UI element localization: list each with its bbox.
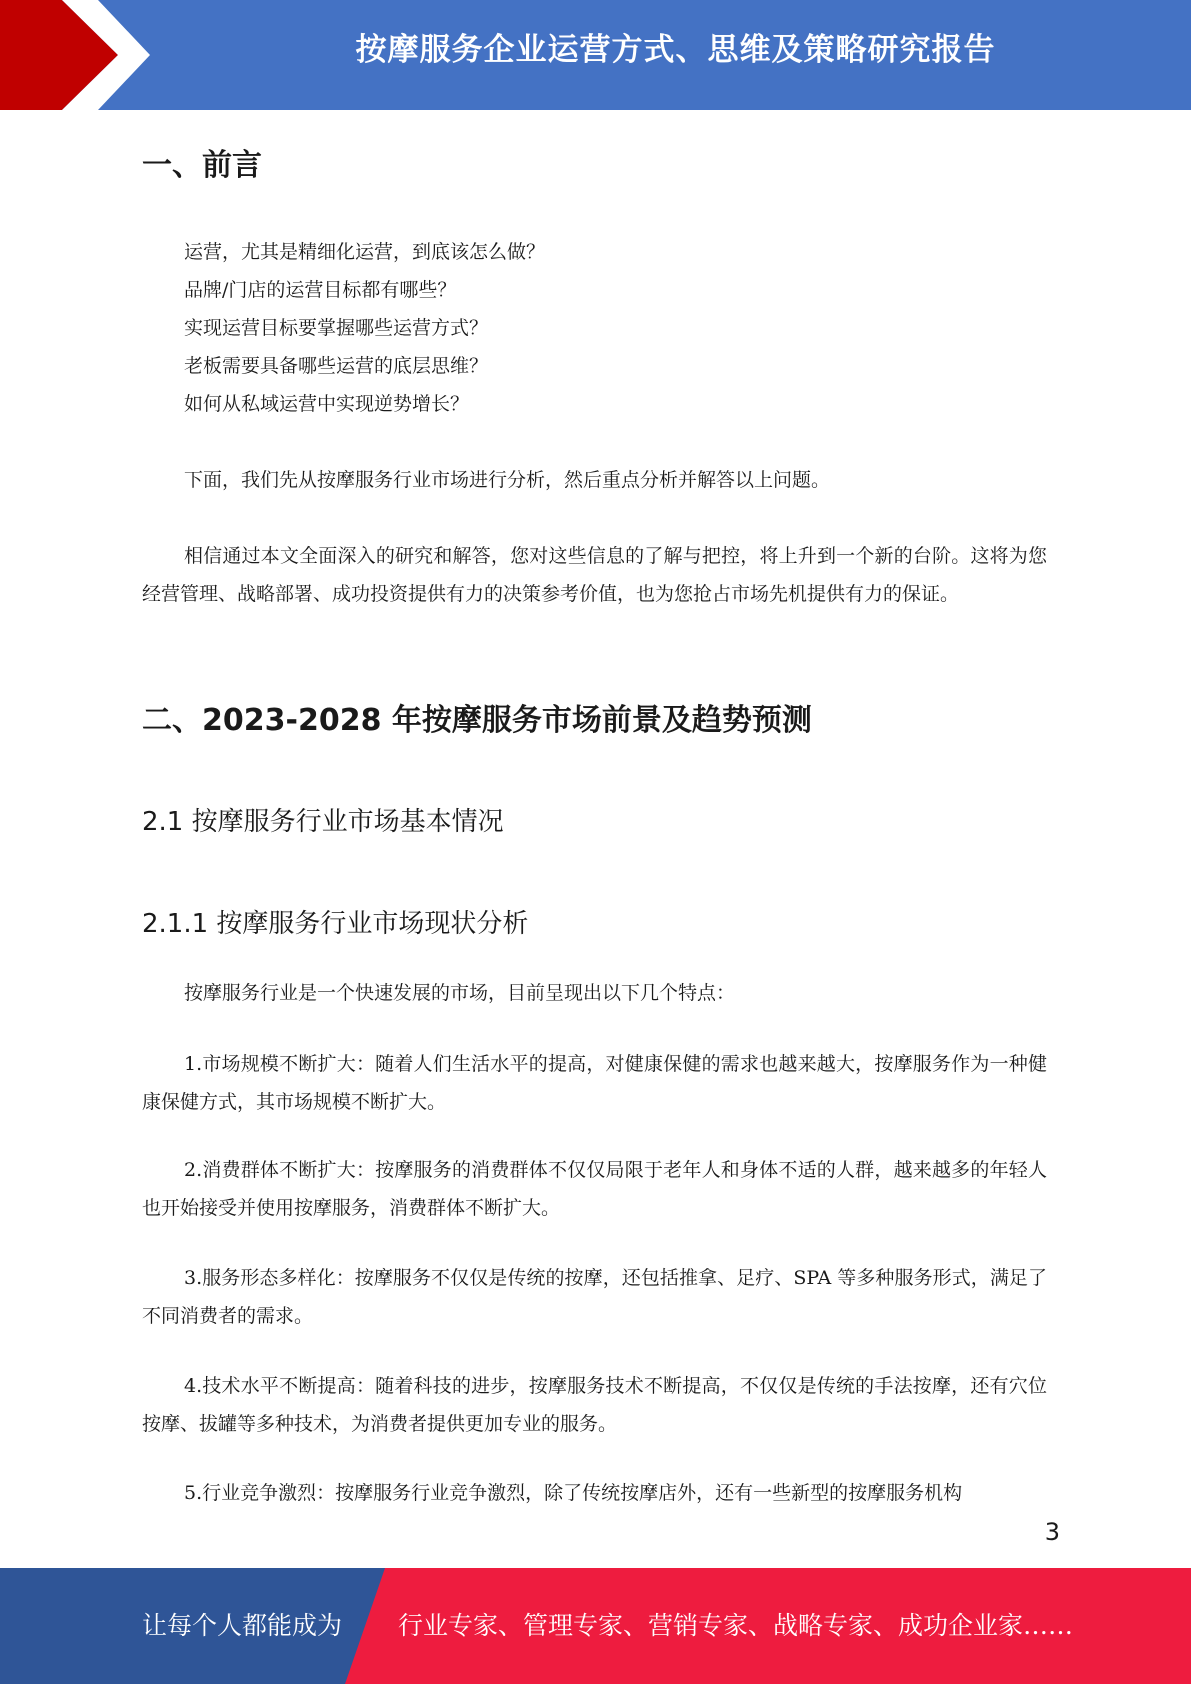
- intro-question: 运营，尤其是精细化运营，到底该怎么做？: [184, 241, 546, 263]
- header-title: 按摩服务企业运营方式、思维及策略研究报告: [355, 32, 996, 68]
- list-item: 1.市场规模不断扩大：随着人们生活水平的提高，对健康保健的需求也越来越大，按摩服务作为一种健康保健方式，其市场规模不断扩大。: [142, 1053, 1047, 1113]
- footer-slogan-right: 行业专家、管理专家、营销专家、战略专家、成功企业家……: [398, 1611, 1074, 1640]
- section-heading-market: 二、2023-2028 年按摩服务市场前景及趋势预测: [142, 703, 812, 738]
- intro-paragraph: 下面，我们先从按摩服务行业市场进行分析，然后重点分析并解答以上问题。: [184, 469, 831, 491]
- list-item: 2.消费群体不断扩大：按摩服务的消费群体不仅仅局限于老年人和身体不适的人群，越来越多的年轻人也开始接受并使用按摩服务，消费群体不断扩大。: [142, 1159, 1047, 1219]
- section-heading-intro: 一、前言: [142, 148, 262, 183]
- intro-question: 品牌/门店的运营目标都有哪些？: [184, 279, 457, 301]
- footer-slogan-left: 让每个人都能成为: [142, 1611, 343, 1640]
- list-item: 4.技术水平不断提高：随着科技的进步，按摩服务技术不断提高，不仅仅是传统的手法按摩，还有穴位按摩、拔罐等多种技术，为消费者提供更加专业的服务。: [142, 1375, 1047, 1435]
- page-header: [0, 0, 1191, 110]
- intro-question: 老板需要具备哪些运营的底层思维？: [184, 355, 489, 377]
- page-number: 3: [1044, 1518, 1060, 1546]
- subsection-heading: 2.1 按摩服务行业市场基本情况: [142, 807, 504, 837]
- page-footer: [0, 1568, 1191, 1684]
- list-item: 3.服务形态多样化：按摩服务不仅仅是传统的按摩，还包括推拿、足疗、SPA 等多种服务形式，满足了不同消费者的需求。: [142, 1267, 1047, 1327]
- subsection-heading: 2.1.1 按摩服务行业市场现状分析: [142, 909, 529, 939]
- body-paragraph: 按摩服务行业是一个快速发展的市场，目前呈现出以下几个特点：: [184, 982, 736, 1004]
- intro-paragraph: 相信通过本文全面深入的研究和解答，您对这些信息的了解与把控，将上升到一个新的台阶。这将为您经营管理、战略部署、成功投资提供有力的决策参考价值，也为您抢占市场先机提供有力的保证。: [142, 545, 1047, 605]
- intro-question: 如何从私域运营中实现逆势增长？: [184, 393, 470, 415]
- intro-question: 实现运营目标要掌握哪些运营方式？: [184, 317, 489, 339]
- list-item: 5.行业竞争激烈：按摩服务行业竞争激烈，除了传统按摩店外，还有一些新型的按摩服务机构: [184, 1482, 963, 1504]
